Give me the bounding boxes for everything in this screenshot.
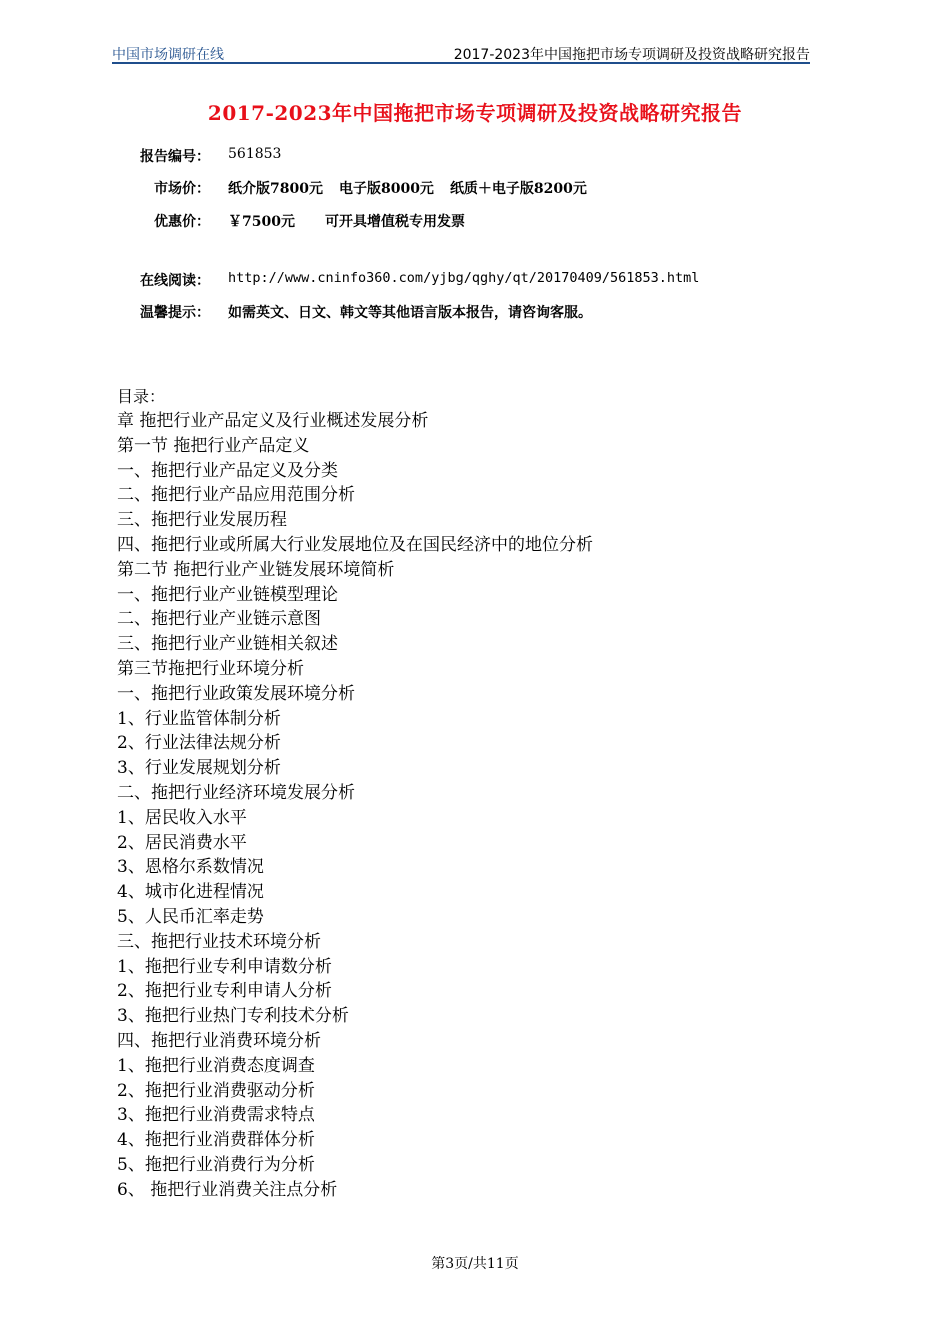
page-header (112, 40, 810, 64)
toc-item: 四、拖把行业或所属大行业发展地位及在国民经济中的地位分析 (117, 534, 593, 555)
toc-item: 第二节 拖把行业产业链发展环境简析 (117, 559, 395, 580)
toc-item: 1、拖把行业专利申请数分析 (117, 956, 332, 977)
toc-item: 2、居民消费水平 (117, 832, 247, 853)
toc-heading: 目录： (117, 387, 166, 406)
toc-item: 2、行业法律法规分析 (117, 733, 281, 754)
price-label: 市场价： (154, 181, 210, 197)
toc-item: 第一节 拖把行业产品定义 (117, 435, 310, 456)
toc-item: 1、行业监管体制分析 (117, 708, 281, 729)
price-electronic: 电子版8000元 (338, 181, 434, 197)
toc-item: 2、拖把行业消费驱动分析 (117, 1080, 315, 1101)
discount-label: 优惠价： (154, 214, 210, 230)
toc-item: 1、拖把行业消费态度调查 (117, 1055, 315, 1076)
toc-item: 4、城市化进程情况 (117, 882, 264, 903)
toc-item: 1、居民收入水平 (117, 807, 247, 828)
report-number-label: 报告编号： (140, 149, 210, 165)
tip-label: 温馨提示： (140, 305, 210, 321)
page-footer: 第3页/共11页 (431, 1256, 519, 1272)
toc-item: 二、拖把行业产品应用范围分析 (117, 485, 355, 506)
header-report-title: 2017-2023年中国拖把市场专项调研及投资战略研究报告 (453, 47, 810, 63)
toc-item: 第三节拖把行业环境分析 (117, 658, 304, 679)
toc-item: 章 拖把行业产品定义及行业概述发展分析 (117, 411, 429, 431)
toc-item: 四、拖把行业消费环境分析 (117, 1030, 321, 1051)
toc-item: 3、行业发展规划分析 (117, 758, 281, 779)
discount-price: ￥7500元 (228, 214, 295, 230)
discount-values (228, 211, 465, 231)
online-read-label: 在线阅读： (140, 273, 210, 289)
toc-item: 三、拖把行业技术环境分析 (117, 931, 321, 952)
price-both: 纸质＋电子版8200元 (449, 181, 587, 197)
toc-item: 二、拖把行业产业链示意图 (117, 609, 321, 630)
toc-item: 一、拖把行业产品定义及分类 (117, 460, 338, 481)
report-title: 2017-2023年中国拖把市场专项调研及投资战略研究报告 (207, 101, 743, 125)
toc-item: 4、拖把行业消费群体分析 (117, 1130, 315, 1151)
price-paper: 纸介版7800元 (228, 181, 323, 197)
online-read-link[interactable]: http://www.cninfo360.com/yjbg/qghy/qt/20170409/561853.html (228, 270, 700, 286)
toc-item: 三、拖把行业产业链相关叙述 (117, 634, 338, 655)
toc-item: 一、拖把行业政策发展环境分析 (117, 683, 355, 704)
toc-item: 3、拖把行业热门专利技术分析 (117, 1006, 349, 1027)
toc-item: 5、拖把行业消费行为分析 (117, 1154, 315, 1175)
header-site-name: 中国市场调研在线 (112, 47, 224, 63)
tip-text: 如需英文、日文、韩文等其他语言版本报告，请咨询客服。 (228, 305, 592, 321)
toc-item: 3、拖把行业消费需求特点 (117, 1105, 315, 1126)
table-of-contents (117, 409, 593, 1203)
toc-item: 6、 拖把行业消费关注点分析 (117, 1179, 338, 1200)
invoice-note: 可开具增值税专用发票 (324, 214, 465, 230)
price-values (228, 178, 587, 198)
toc-item: 一、拖把行业产业链模型理论 (117, 584, 338, 605)
toc-item: 5、人民币汇率走势 (117, 906, 264, 927)
report-number-value: 561853 (228, 146, 282, 162)
toc-item: 二、拖把行业经济环境发展分析 (117, 782, 355, 803)
toc-item: 三、拖把行业发展历程 (117, 510, 287, 531)
toc-item: 2、拖把行业专利申请人分析 (117, 981, 332, 1002)
toc-item: 3、恩格尔系数情况 (117, 857, 264, 878)
